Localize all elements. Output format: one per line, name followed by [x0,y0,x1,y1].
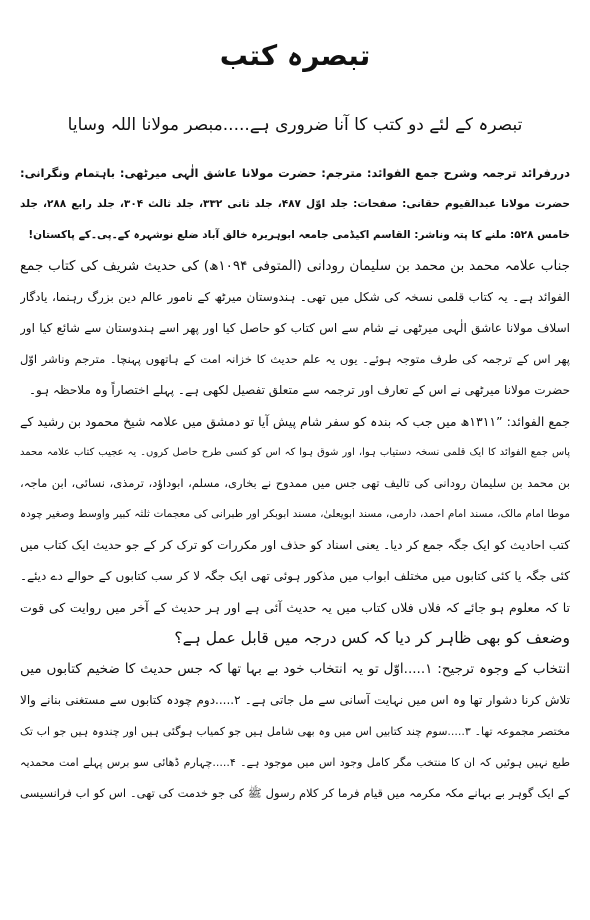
text-line: پھر اس کے ترجمہ کی طرف متوجہ ہوئے۔ یوں یہ علم حدیث کا خزانہ امت کے ہاتھوں پہنچا۔ مترجم وناشر اوّل [20,352,570,366]
text-line: جناب علامہ محمد بن محمد بن سلیمان رودانی (المتوفی ۱۰۹۴ھ) کی حدیث شریف کی کتاب جمع [20,258,570,274]
text-line: کے ایک گوہر بے بہانے مکہ مکرمہ میں قیام فرما کر کلام رسول ﷺ کی جو خدمت کی تھی۔ اس کو اب فرانسیسی [20,786,570,800]
text-line: موطا امام مالک، مسند امام احمد، دارمی، مسند ابویعلیٰ، مسند ابوبکر اور طبرانی کی معجمات ثلثہ کبیر واوسط وصغیر چودہ [20,508,570,520]
text-line: پاس جمع الفوائد کا ایک قلمی نسخہ دستیاب ہوا، اور شوق ہوا کہ اس کو کسی طرح حاصل کروں۔ یہ عجیب کتاب علامہ محمد [20,447,570,458]
text-line: تلاش کرنا دشوار تھا وہ اس میں نہایت آسانی سے مل جاتی ہے۔ ۲.....دوم چودہ کتابوں سے مستغنی بنانے والا [20,693,570,707]
text-line: کتب احادیث کو ایک جگہ جمع کر دیا۔ یعنی اسناد کو حذف اور مکررات کو ترک کر کے جو حدیث ایک کتاب میں [20,538,570,552]
text-line: حضرت مولانا میرٹھی نے اس کے تعارف اور ترجمہ سے متعلق تفصیل لکھی ہے۔ پہلے اختصاراً وہ ملاحظہ ہو۔ [28,383,570,397]
book-details-line: دررفرائد ترجمہ وشرح جمع الفوائد: مترجم: حضرت مولانا عاشق الٰہی میرٹھی: باہتمام ونگرانی: [20,166,570,180]
book-details-line: خامس ۵۲۸: ملنے کا پتہ وناشر: القاسم اکیڈمی جامعہ ابوہریرہ خالق آباد ضلع نوشہرہ کے۔پی۔کے پاکستان! [28,229,570,241]
text-line: جمع الفوائد: ”۱۳۱۱ھ میں جب کہ بندہ کو سفر شام پیش آیا تو دمشق میں علامہ شیخ محمود بن رشید کے [20,414,570,429]
review-note: تبصرہ کے لئے دو کتب کا آنا ضروری ہے.....مبصر مولانا اللہ وسایا [67,115,523,135]
text-line: کئی جگہ یا کئی کتابوں میں مختلف ابواب میں مذکور ہوئی تھی ایک جگہ لا کر سب کتابوں کے حوالے دے دیئے۔ [20,569,570,583]
text-line: انتخاب کے وجوہ ترجیح: ۱.....اوّل تو یہ انتخاب خود بے بہا تھا کہ جس حدیث کا ضخیم کتابوں میں [20,661,570,677]
text-line: مختصر مجموعہ تھا۔ ۳.....سوم چند کتابیں اس میں وہ بھی شامل ہیں جو کمیاب ہوگئی ہیں اور چندوہ ہیں جو اب تک [20,725,570,738]
text-line: بن محمد بن سلیمان رودانی کی تالیف تھی جس میں ممدوح نے بخاری، مسلم، ابوداؤد، ترمذی، نسائی، ابن ماجہ، [20,476,570,490]
review-body [20,158,570,809]
text-line: تا کہ معلوم ہو جائے کہ فلاں فلاں کتاب میں یہ حدیث آئی ہے اور ہر حدیث کے آخر میں روایت کی قوت [20,600,570,615]
text-line: اسلاف مولانا عاشق الٰہی میرٹھی نے شام سے اس کتاب کو حاصل کیا اور پھر اسے ہندوستان سے شائع کیا اور [20,321,570,335]
text-line: الفوائد ہے۔ یہ کتاب قلمی نسخہ کی شکل میں تھی۔ ہندوستان میرٹھ کے نامور عالم دین بزرگ رہنما، یادگار [20,290,570,304]
text-line: طبع نہیں ہوئیں کہ ان کا منتخب مگر کامل وجود اس میں موجود ہے۔ ۴.....چہارم ڈھائی سو برس پہلے امت محمدیہ [20,756,570,769]
page-title: تبصرہ کتب [219,39,371,72]
book-details-line: حضرت مولانا عبدالقیوم حقانی: صفحات: جلد اوّل ۴۸۷، جلد ثانی ۳۳۲، جلد ثالث ۳۰۴، جلد رابع ۲۸۸، جلد [20,198,570,210]
text-line: وضعف کو بھی ظاہر کر دیا کہ کس درجہ میں قابل عمل ہے؟ [174,629,570,647]
